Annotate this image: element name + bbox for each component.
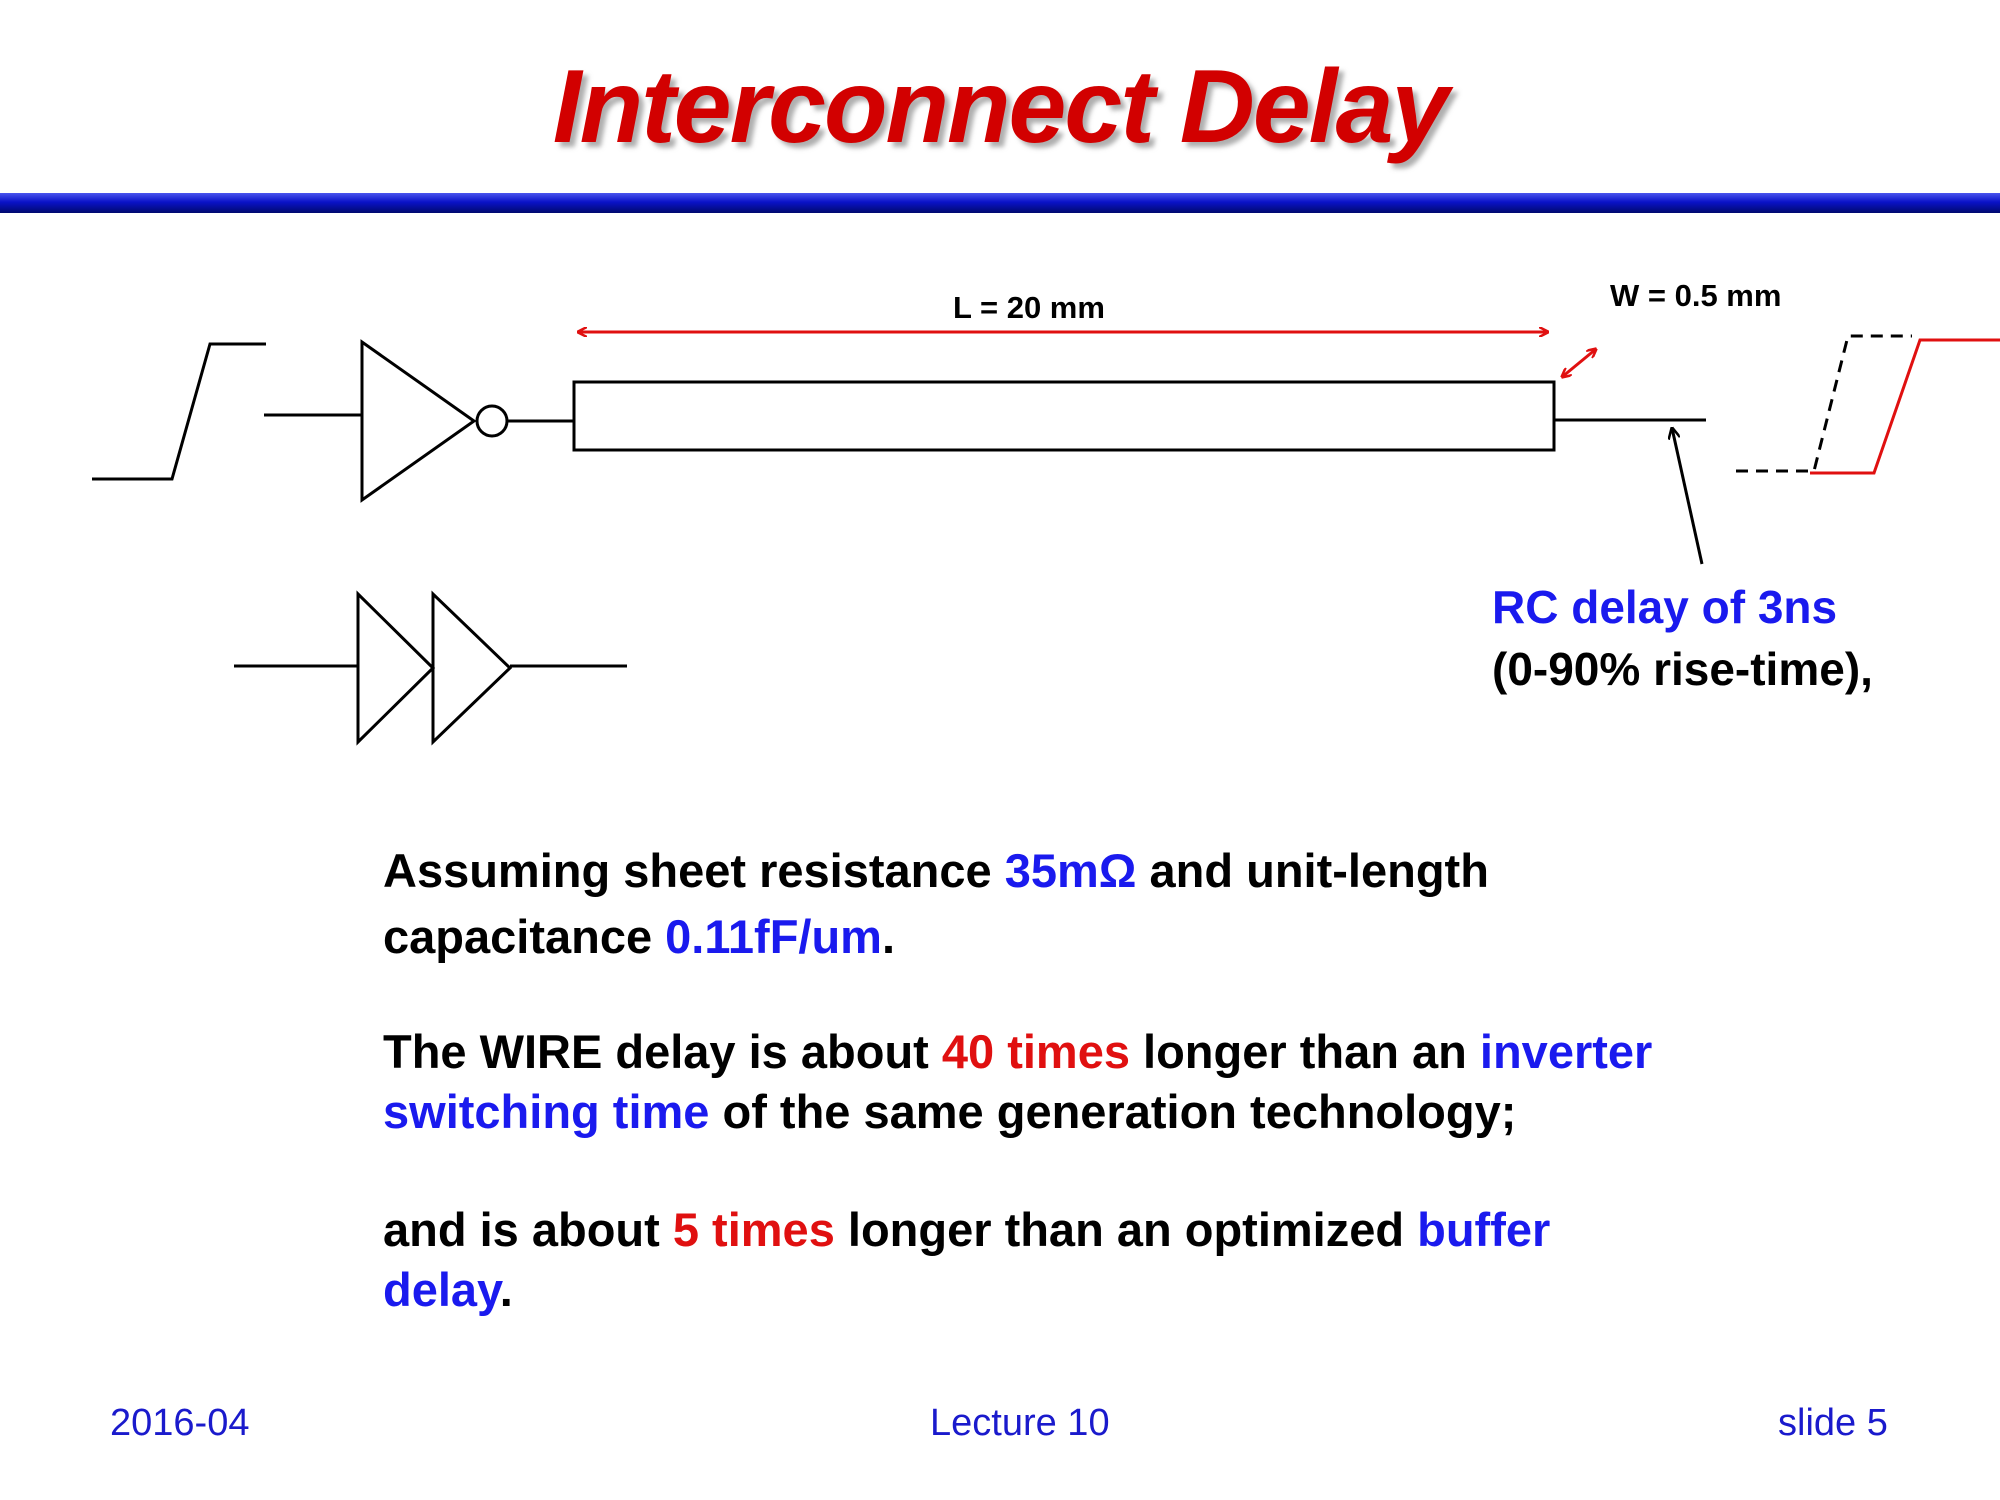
body-text xyxy=(383,838,1683,1320)
length-label: L = 20 mm xyxy=(953,290,1105,325)
inverter-switching-highlight: inverter switching time xyxy=(383,1025,1653,1138)
p1-text-1: Assuming sheet resistance xyxy=(383,844,1005,897)
input-step-waveform xyxy=(92,344,266,479)
footer-date: 2016-04 xyxy=(110,1402,250,1444)
paragraph-assumptions xyxy=(383,838,1683,970)
interconnect-wire xyxy=(574,382,1554,450)
delayed-output-waveform xyxy=(1810,340,2000,473)
capacitance-value: 0.11fF/um xyxy=(665,910,882,963)
p3-text-3: . xyxy=(499,1263,513,1316)
forty-times-highlight: 40 times xyxy=(941,1025,1130,1078)
slide-title: Interconnect Delay xyxy=(552,49,1448,165)
rc-delay-label: RC delay of 3ns xyxy=(1492,581,1838,633)
p2-text-3: of the same generation technology; xyxy=(709,1085,1517,1138)
paragraph-buffer-delay xyxy=(383,1200,1683,1320)
five-times-highlight: 5 times xyxy=(672,1203,835,1256)
paragraph-wire-delay xyxy=(383,1022,1683,1142)
width-label: W = 0.5 mm xyxy=(1610,278,1782,313)
ideal-output-waveform xyxy=(1736,336,1912,471)
footer-slide-number: slide 5 xyxy=(1778,1402,1888,1444)
inverter-icon xyxy=(362,342,474,500)
p2-text-2: longer than an xyxy=(1129,1025,1480,1078)
rc-pointer-arrow xyxy=(1672,428,1702,564)
p3-text-2: longer than an optimized xyxy=(834,1203,1418,1256)
rc-delay-note xyxy=(1492,576,1873,700)
buffer-stage-1-icon xyxy=(358,594,433,742)
p1-text-2: and unit-length capacitance xyxy=(383,844,1489,963)
buffer-stage-2-icon xyxy=(433,594,510,742)
rise-time-label: (0-90% rise-time), xyxy=(1492,643,1873,695)
p3-text-1: and is about xyxy=(383,1203,673,1256)
width-dimension-arrow xyxy=(1562,349,1596,377)
footer-lecture: Lecture 10 xyxy=(930,1402,1110,1444)
p2-text-1: The WIRE delay is about xyxy=(383,1025,942,1078)
p1-text-3: . xyxy=(881,910,896,963)
inverter-bubble xyxy=(477,406,507,436)
sheet-resistance-value: 35mΩ xyxy=(1004,844,1137,897)
buffer-delay-highlight: buffer delay xyxy=(383,1203,1551,1316)
